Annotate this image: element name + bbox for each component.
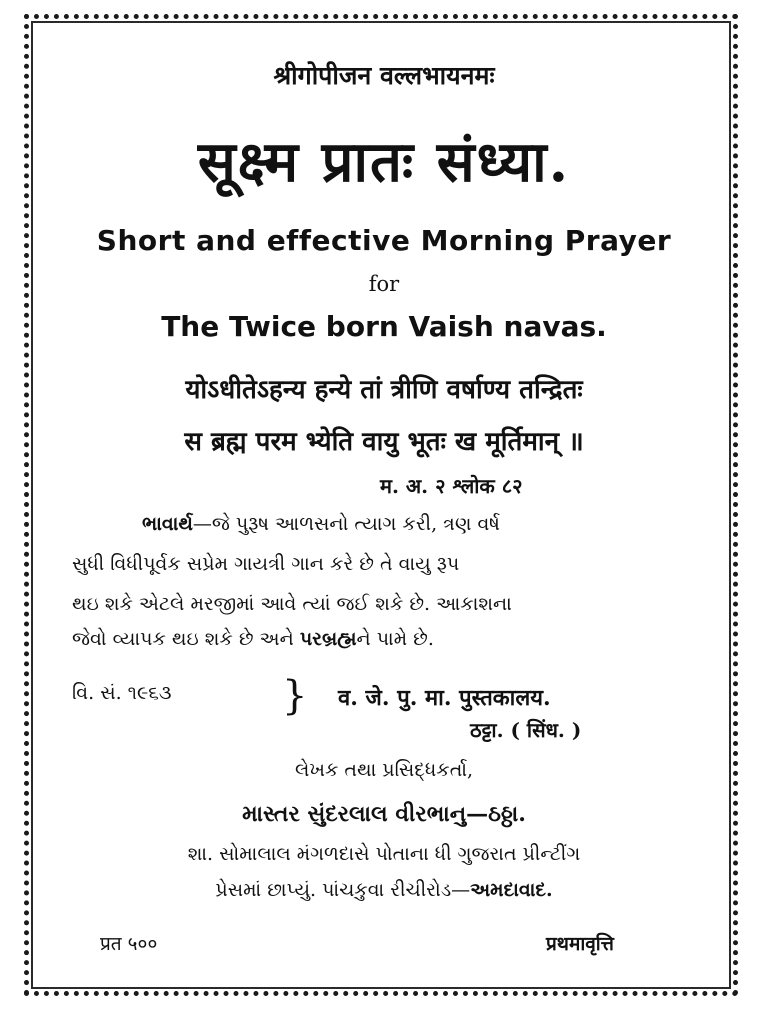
title-hindi: सूक्ष्म प्रातः संध्या. (197, 129, 571, 195)
printer-text: પ્રેસમાં છાપ્યું. પાંચકુવા રીચીરોડ— (215, 879, 471, 901)
author-name: માસ્તર સુંદરલાલ વીરભાનુ—ઠઠ્ઠા. (242, 801, 526, 827)
meaning-text-1: —જે પુરૂષ આળસનો ત્યાગ કરી, ત્રણ વર્ષ (192, 513, 500, 535)
meaning-parabrahma: પરબ્રહ્મ (299, 628, 357, 650)
brace: } (282, 673, 308, 719)
edition-label: प्रथमावृत्ति (546, 933, 614, 955)
meaning-line-2: સુધી વિધીપૂર્વક સપ્રેમ ગાયત્રી ગાન કરે છે તે વાયુ રૂપ (72, 553, 460, 575)
publication-date: વિ. સં. ૧૯૬૩ (72, 682, 172, 704)
meaning-line-1 (142, 513, 500, 535)
subtitle-english: The Twice born Vaish navas. (161, 310, 607, 343)
verse-line-1: योऽधीतेऽहन्य हन्ये तां त्रीणि वर्षाण्य तन्द्रितः (185, 375, 583, 405)
title-english: Short and effective Morning Prayer (96, 224, 672, 257)
meaning-label: ભાવાર્થ (142, 513, 193, 535)
meaning-text-4a: જેવો વ્યાપક થઇ શકે છે અને (72, 628, 294, 650)
for-word: for (368, 272, 400, 296)
invocation-line: श्रीगोपीजन वल्लभायनमः (273, 61, 495, 90)
print-copies: प्रत ५०० (100, 933, 158, 955)
meaning-text-4b: ને પામે છે. (356, 628, 434, 650)
printer-line-1: શા. સોમાલાલ મંગળદાસે પોતાના ધી ગુજરાત પ્રીન્ટીંગ (187, 843, 581, 865)
meaning-line-3: થઇ શકે એટલે મરજીમાં આવે ત્યાં જઈ શકે છે. આકાશના (72, 593, 512, 615)
verse-line-2: स ब्रह्म परम भ्येति वायु भूतः ख मूर्तिमान् ॥ (184, 427, 584, 457)
verse-reference: म. अ. २ श्लोक ८२ (380, 474, 523, 498)
meaning-line-4 (72, 628, 434, 650)
publisher-place: ठट्टा. ( सिंध. ) (470, 718, 582, 742)
author-label: લેખક તથા પ્રસિદ્ધકર્તા, (294, 759, 474, 781)
printer-city: અમદાવાદ. (470, 879, 553, 901)
printer-line-2 (0, 879, 768, 901)
publisher-name: व. जे. पु. मा. पुस्तकालय. (338, 685, 551, 711)
